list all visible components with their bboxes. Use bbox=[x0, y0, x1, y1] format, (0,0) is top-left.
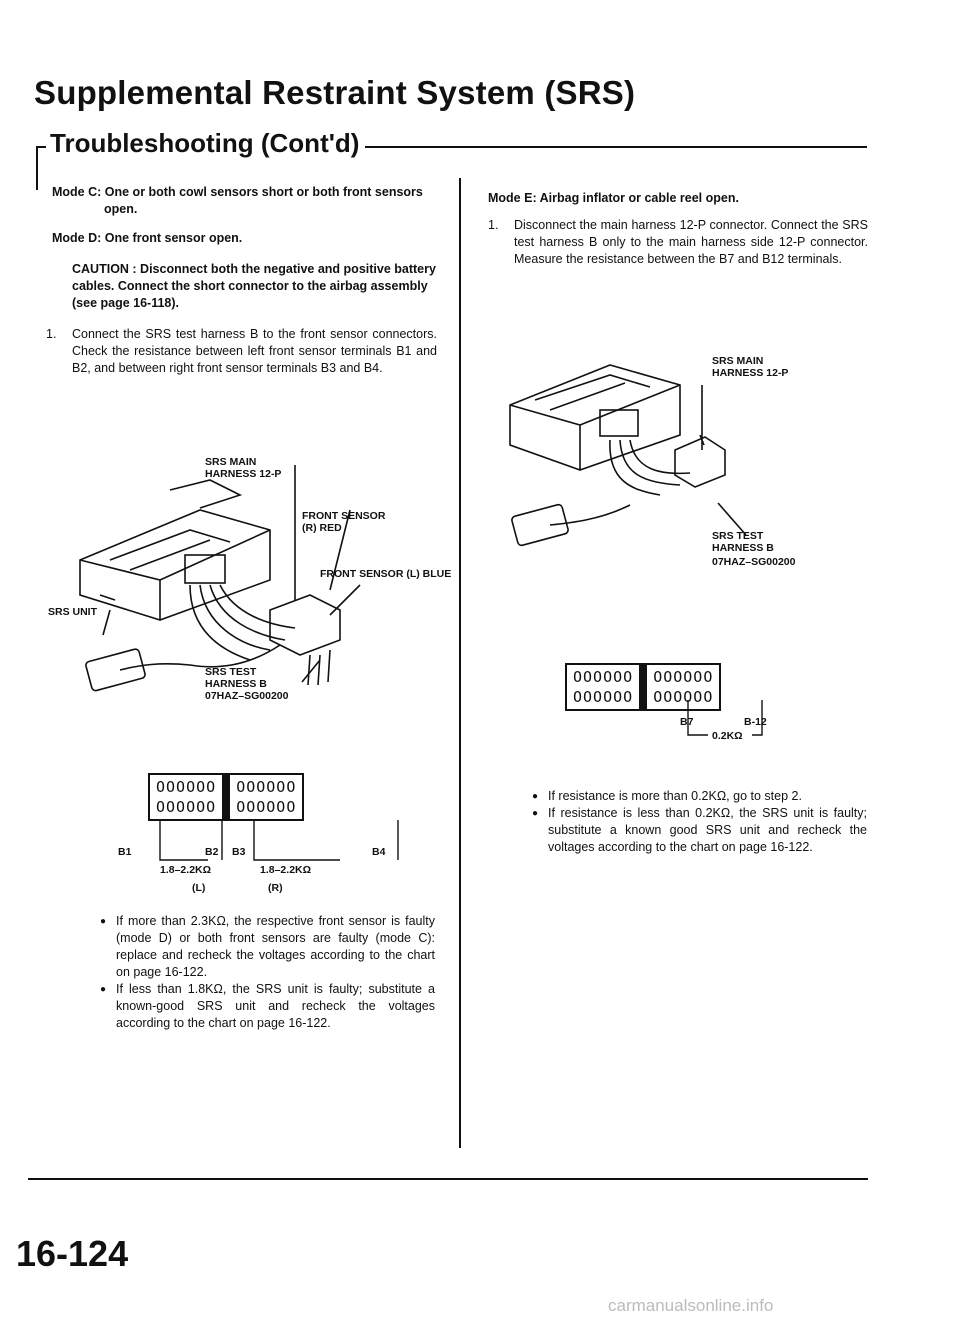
label-part-number-right: 07HAZ–SG00200 bbox=[712, 556, 796, 568]
srs-unit-body bbox=[80, 510, 270, 620]
label-part-number: 07HAZ–SG00200 bbox=[205, 690, 289, 702]
page-number: 16-124 bbox=[16, 1233, 129, 1274]
resistance-value: 0.2KΩ bbox=[712, 730, 743, 742]
label-test-harness-right: SRS TEST HARNESS B bbox=[712, 530, 774, 554]
bottom-rule bbox=[28, 1178, 868, 1180]
side-left: (L) bbox=[192, 882, 206, 894]
main-harness-connector bbox=[675, 437, 725, 487]
range-right: 1.8–2.2KΩ bbox=[260, 864, 312, 876]
label-front-sensor-l: FRONT SENSOR (L) BLUE bbox=[320, 568, 452, 580]
section-rule bbox=[340, 146, 867, 148]
watermark: carmanualsonline.info bbox=[608, 1296, 774, 1315]
terminal-b7: B7 bbox=[680, 716, 694, 728]
label-main-harness-right: SRS MAIN HARNESS 12-P bbox=[712, 355, 789, 379]
step-1-right bbox=[488, 217, 868, 268]
step-number: 1. bbox=[46, 327, 57, 341]
connector-block-right: OOOOOO OOOOOO bbox=[224, 773, 304, 821]
left-results bbox=[100, 913, 435, 1032]
step-text: Disconnect the main harness 12-P connector. Connect the SRS test harness B only to the main harness side 12-P connector. Measure the resistance between the B7 and B12 terminals. bbox=[514, 218, 868, 266]
left-connector-diagram bbox=[148, 773, 304, 821]
step-1 bbox=[46, 326, 437, 377]
mode-d-text: Mode D: One front sensor open. bbox=[52, 231, 243, 245]
terminal-b2: B2 bbox=[205, 846, 219, 858]
step-text: Connect the SRS test harness B to the front sensor connectors. Check the resistance between left front sensor terminals B1 and B2, and between right front sensor terminals B3 and B4. bbox=[72, 327, 437, 375]
right-column bbox=[488, 190, 868, 268]
result-bullet-2: ● If resistance is less than 0.2KΩ, the SRS unit is faulty; substitute a known good SRS unit and recheck the voltages according to the chart on page 16-122. bbox=[532, 805, 867, 856]
right-results bbox=[532, 788, 867, 856]
section-subtitle: Troubleshooting (Cont'd) bbox=[46, 128, 365, 159]
result-bullet-1: ● If resistance is more than 0.2KΩ, go to step 2. bbox=[532, 788, 867, 805]
main-harness-illustration bbox=[490, 345, 870, 575]
side-right: (R) bbox=[268, 882, 283, 894]
label-srs-unit: SRS UNIT bbox=[48, 606, 98, 618]
test-harness-plug bbox=[85, 648, 146, 691]
label-front-sensor-r: FRONT SENSOR (R) RED bbox=[302, 510, 386, 534]
left-column bbox=[46, 184, 437, 377]
connector-block-right: OOOOOO OOOOOO bbox=[641, 663, 721, 711]
terminal-b3: B3 bbox=[232, 846, 246, 858]
range-left: 1.8–2.2KΩ bbox=[160, 864, 212, 876]
label-main-harness: SRS MAIN HARNESS 12-P bbox=[205, 456, 282, 480]
connector-block-left: OOOOOO OOOOOO bbox=[565, 663, 641, 711]
mode-e-text: Mode E: Airbag inflator or cable reel open. bbox=[488, 191, 739, 205]
terminal-b1: B1 bbox=[118, 846, 132, 858]
section-bracket bbox=[36, 146, 38, 190]
mode-c-text: Mode C: One or both cowl sensors short or both front sensors open. bbox=[52, 185, 423, 216]
result-bullet-2: ● If less than 1.8KΩ, the SRS unit is faulty; substitute a known-good SRS unit and recheck the voltages according to the chart on page 16-122. bbox=[100, 981, 435, 1032]
test-harness-plug bbox=[511, 504, 569, 546]
result-bullet-1: ● If more than 2.3KΩ, the respective front sensor is faulty (mode D) or both front sensors are faulty (mode C): replace and recheck the voltages according to the chart on page 16-122. bbox=[100, 913, 435, 981]
label-test-harness: SRS TEST HARNESS B bbox=[205, 666, 267, 690]
terminal-b4: B4 bbox=[372, 846, 386, 858]
step-number: 1. bbox=[488, 218, 499, 232]
left-terminal-leads bbox=[140, 820, 410, 870]
terminal-b12: B-12 bbox=[744, 716, 767, 728]
caution-text: CAUTION : Disconnect both the negative and positive battery cables. Connect the short connector to the airbag assembly (see page 16-118). bbox=[72, 262, 436, 310]
connector-block-left: OOOOOO OOOOOO bbox=[148, 773, 224, 821]
page-title: Supplemental Restraint System (SRS) bbox=[34, 74, 636, 111]
